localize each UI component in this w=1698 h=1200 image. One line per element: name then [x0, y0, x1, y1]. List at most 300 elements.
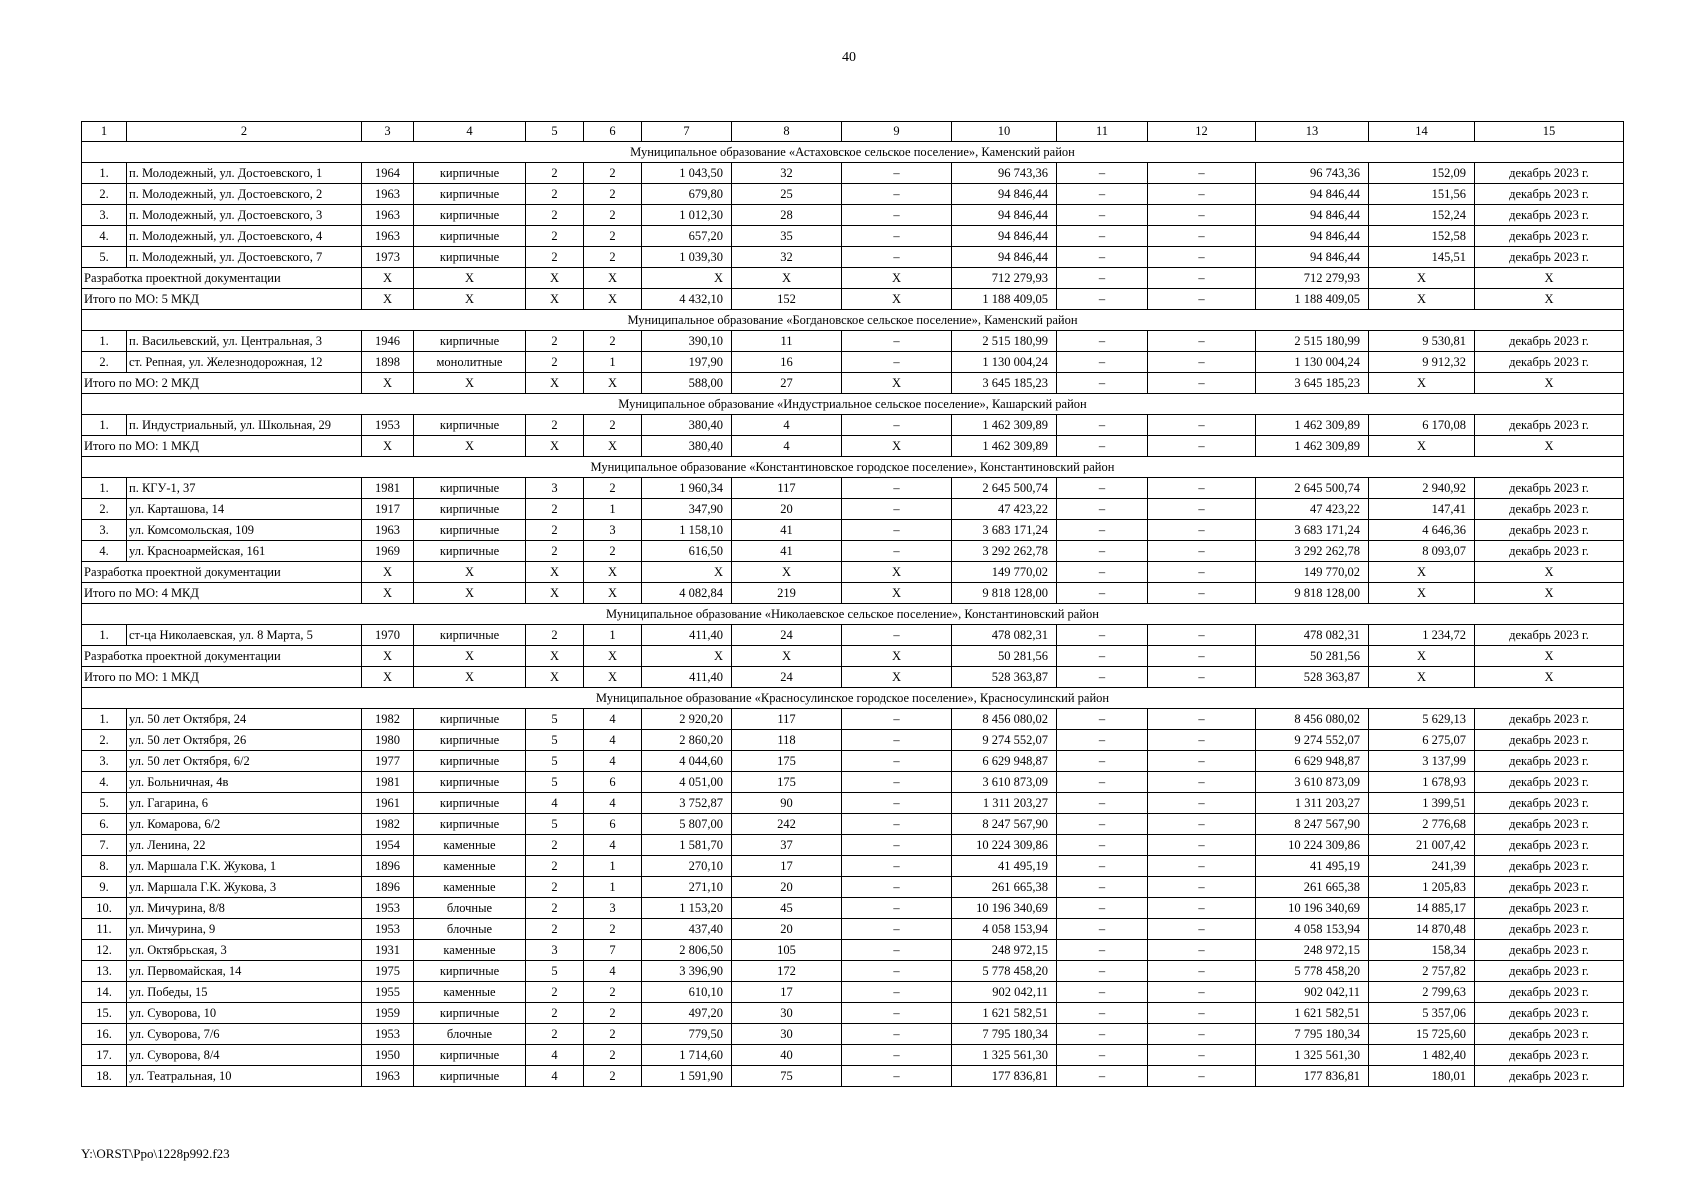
table-cell: 9 274 552,07	[1256, 730, 1369, 751]
table-cell: –	[842, 352, 952, 373]
table-cell: кирпичные	[414, 772, 526, 793]
table-cell: 242	[732, 814, 842, 835]
table-cell: –	[1148, 709, 1256, 730]
table-cell: 261 665,38	[952, 877, 1057, 898]
table-cell: 4	[584, 793, 642, 814]
table-cell: 15 725,60	[1369, 1024, 1475, 1045]
column-number-header: 6	[584, 122, 642, 142]
table-cell: 1 462 309,89	[1256, 415, 1369, 436]
summary-cell: 1 188 409,05	[1256, 289, 1369, 310]
summary-cell: –	[1057, 562, 1148, 583]
table-cell: 2.	[82, 499, 127, 520]
table-cell: –	[1057, 415, 1148, 436]
summary-cell: X	[584, 646, 642, 667]
summary-cell: X	[1475, 646, 1624, 667]
summary-cell: X	[1369, 268, 1475, 289]
table-cell: –	[1057, 835, 1148, 856]
summary-cell: X	[1369, 289, 1475, 310]
table-cell: 118	[732, 730, 842, 751]
table-cell: 1 311 203,27	[1256, 793, 1369, 814]
table-cell: 7.	[82, 835, 127, 856]
table-cell: –	[1057, 814, 1148, 835]
table-cell: 3 683 171,24	[1256, 520, 1369, 541]
table-cell: –	[1057, 856, 1148, 877]
table-cell: 32	[732, 247, 842, 268]
table-cell: –	[842, 709, 952, 730]
page-number: 40	[842, 50, 856, 65]
summary-cell: –	[1148, 436, 1256, 457]
table-cell: 1	[584, 856, 642, 877]
table-cell: –	[842, 835, 952, 856]
table-cell: декабрь 2023 г.	[1475, 499, 1624, 520]
table-cell: –	[842, 856, 952, 877]
table-cell: 1.	[82, 625, 127, 646]
summary-cell: X	[584, 268, 642, 289]
table-cell: 25	[732, 184, 842, 205]
table-cell: –	[1148, 1003, 1256, 1024]
table-cell: декабрь 2023 г.	[1475, 961, 1624, 982]
table-cell: 5	[526, 814, 584, 835]
summary-cell: X	[526, 373, 584, 394]
table-cell: 2	[526, 499, 584, 520]
table-row	[82, 184, 1624, 205]
table-cell: 1953	[362, 1024, 414, 1045]
summary-row	[82, 667, 1624, 688]
table-cell: 5.	[82, 247, 127, 268]
table-cell: 6	[584, 814, 642, 835]
table-row	[82, 1024, 1624, 1045]
table-cell: –	[1057, 1003, 1148, 1024]
table-cell: –	[1148, 940, 1256, 961]
table-cell: 8 456 080,02	[1256, 709, 1369, 730]
table-cell: 380,40	[642, 415, 732, 436]
table-cell: –	[1148, 247, 1256, 268]
table-row	[82, 730, 1624, 751]
table-cell: –	[1148, 205, 1256, 226]
summary-cell: X	[362, 562, 414, 583]
table-cell: 1 130 004,24	[1256, 352, 1369, 373]
table-row	[82, 793, 1624, 814]
table-cell: –	[1057, 499, 1148, 520]
table-cell: –	[842, 772, 952, 793]
table-cell: –	[842, 499, 952, 520]
table-cell: 6 275,07	[1369, 730, 1475, 751]
table-cell: 3	[526, 478, 584, 499]
table-cell: –	[1057, 772, 1148, 793]
table-cell: –	[1057, 751, 1148, 772]
table-cell: 4	[584, 751, 642, 772]
table-cell: –	[1148, 898, 1256, 919]
table-cell: 2	[584, 1003, 642, 1024]
summary-cell: X	[362, 436, 414, 457]
table-cell: кирпичные	[414, 751, 526, 772]
table-cell: 4 044,60	[642, 751, 732, 772]
table-cell: –	[842, 163, 952, 184]
summary-cell: –	[1148, 583, 1256, 604]
table-cell: 270,10	[642, 856, 732, 877]
table-cell: 1954	[362, 835, 414, 856]
summary-cell: X	[842, 268, 952, 289]
table-cell: декабрь 2023 г.	[1475, 919, 1624, 940]
address-cell: п. Молодежный, ул. Достоевского, 4	[127, 226, 362, 247]
table-cell: 10 224 309,86	[952, 835, 1057, 856]
table-cell: 5	[526, 709, 584, 730]
table-cell: 1982	[362, 814, 414, 835]
table-cell: 8 247 567,90	[952, 814, 1057, 835]
table-cell: 2 799,63	[1369, 982, 1475, 1003]
table-cell: 1.	[82, 415, 127, 436]
table-cell: 3.	[82, 520, 127, 541]
address-cell: ул. Больничная, 4в	[127, 772, 362, 793]
table-cell: декабрь 2023 г.	[1475, 331, 1624, 352]
table-cell: блочные	[414, 1024, 526, 1045]
table-cell: декабрь 2023 г.	[1475, 751, 1624, 772]
table-cell: 437,40	[642, 919, 732, 940]
address-cell: п. Молодежный, ул. Достоевского, 2	[127, 184, 362, 205]
table-cell: 96 743,36	[952, 163, 1057, 184]
table-cell: –	[1057, 1066, 1148, 1087]
table-cell: 3	[584, 898, 642, 919]
column-number-header: 2	[127, 122, 362, 142]
summary-row	[82, 268, 1624, 289]
table-cell: 151,56	[1369, 184, 1475, 205]
table-cell: декабрь 2023 г.	[1475, 793, 1624, 814]
table-cell: 2	[526, 520, 584, 541]
table-cell: 2	[584, 226, 642, 247]
table-cell: 3 292 262,78	[952, 541, 1057, 562]
table-cell: 3	[584, 520, 642, 541]
table-cell: –	[842, 919, 952, 940]
column-number-header: 7	[642, 122, 732, 142]
table-cell: кирпичные	[414, 520, 526, 541]
table-cell: 152,24	[1369, 205, 1475, 226]
table-cell: 11	[732, 331, 842, 352]
table-cell: 8.	[82, 856, 127, 877]
table-cell: каменные	[414, 940, 526, 961]
summary-cell: X	[362, 289, 414, 310]
table-cell: декабрь 2023 г.	[1475, 163, 1624, 184]
table-cell: 2	[584, 541, 642, 562]
address-cell: ул. Карташова, 14	[127, 499, 362, 520]
table-cell: 271,10	[642, 877, 732, 898]
table-cell: 14 885,17	[1369, 898, 1475, 919]
table-row	[82, 247, 1624, 268]
table-cell: декабрь 2023 г.	[1475, 205, 1624, 226]
section-title-row	[82, 310, 1624, 331]
table-row	[82, 877, 1624, 898]
column-number-header: 3	[362, 122, 414, 142]
summary-cell: X	[584, 667, 642, 688]
section-title-row	[82, 457, 1624, 478]
table-cell: 2	[584, 1024, 642, 1045]
table-cell: –	[842, 247, 952, 268]
summary-cell: X	[362, 583, 414, 604]
table-cell: 41	[732, 541, 842, 562]
table-cell: –	[1148, 919, 1256, 940]
summary-cell: 50 281,56	[1256, 646, 1369, 667]
table-cell: 657,20	[642, 226, 732, 247]
table-cell: 2 920,20	[642, 709, 732, 730]
table-cell: –	[1148, 541, 1256, 562]
table-cell: 2	[526, 1024, 584, 1045]
table-cell: –	[1057, 961, 1148, 982]
table-cell: 4.	[82, 772, 127, 793]
table-cell: 16	[732, 352, 842, 373]
address-cell: ул. Суворова, 8/4	[127, 1045, 362, 1066]
table-cell: 9.	[82, 877, 127, 898]
table-cell: 2	[584, 205, 642, 226]
table-cell: –	[1057, 1045, 1148, 1066]
summary-cell: 9 818 128,00	[952, 583, 1057, 604]
table-cell: –	[1057, 520, 1148, 541]
summary-cell: X	[526, 667, 584, 688]
column-number-header: 4	[414, 122, 526, 142]
table-row	[82, 1003, 1624, 1024]
table-cell: –	[1148, 814, 1256, 835]
address-cell: ул. 50 лет Октября, 26	[127, 730, 362, 751]
table-cell: –	[842, 625, 952, 646]
table-cell: 8 093,07	[1369, 541, 1475, 562]
table-cell: 1 325 561,30	[1256, 1045, 1369, 1066]
table-cell: 17	[732, 982, 842, 1003]
table-cell: –	[1148, 877, 1256, 898]
table-cell: 94 846,44	[952, 205, 1057, 226]
table-cell: декабрь 2023 г.	[1475, 520, 1624, 541]
table-row	[82, 520, 1624, 541]
section-title: Муниципальное образование «Константиновское городское поселение», Константиновский район	[82, 457, 1624, 478]
summary-label: Разработка проектной документации	[82, 646, 362, 667]
table-cell: 21 007,42	[1369, 835, 1475, 856]
table-cell: –	[1057, 352, 1148, 373]
table-cell: –	[1057, 478, 1148, 499]
table-cell: 1950	[362, 1045, 414, 1066]
table-cell: 32	[732, 163, 842, 184]
table-cell: 94 846,44	[1256, 205, 1369, 226]
table-cell: 152,09	[1369, 163, 1475, 184]
table-cell: 2	[584, 184, 642, 205]
summary-cell: X	[526, 289, 584, 310]
summary-cell: X	[842, 373, 952, 394]
table-cell: 41 495,19	[952, 856, 1057, 877]
table-cell: 779,50	[642, 1024, 732, 1045]
table-cell: 9 274 552,07	[952, 730, 1057, 751]
summary-cell: X	[1369, 436, 1475, 457]
table-cell: 4	[526, 793, 584, 814]
table-cell: декабрь 2023 г.	[1475, 415, 1624, 436]
column-number-header: 8	[732, 122, 842, 142]
table-cell: 1 581,70	[642, 835, 732, 856]
table-cell: декабрь 2023 г.	[1475, 940, 1624, 961]
table-cell: –	[842, 184, 952, 205]
table-row	[82, 1066, 1624, 1087]
table-cell: –	[1148, 331, 1256, 352]
summary-cell: X	[362, 373, 414, 394]
table-cell: 90	[732, 793, 842, 814]
table-cell: 4	[526, 1066, 584, 1087]
table-cell: 2 806,50	[642, 940, 732, 961]
table-cell: –	[1057, 940, 1148, 961]
table-cell: 94 846,44	[1256, 184, 1369, 205]
summary-row	[82, 436, 1624, 457]
summary-cell: X	[584, 436, 642, 457]
table-cell: декабрь 2023 г.	[1475, 1003, 1624, 1024]
table-cell: –	[842, 541, 952, 562]
table-cell: 4 058 153,94	[1256, 919, 1369, 940]
table-cell: 478 082,31	[1256, 625, 1369, 646]
table-cell: 1946	[362, 331, 414, 352]
table-cell: кирпичные	[414, 247, 526, 268]
table-cell: 4	[584, 709, 642, 730]
summary-cell: 50 281,56	[952, 646, 1057, 667]
table-cell: кирпичные	[414, 415, 526, 436]
table-cell: 1 043,50	[642, 163, 732, 184]
table-cell: 177 836,81	[1256, 1066, 1369, 1087]
table-cell: 1	[584, 352, 642, 373]
table-cell: 241,39	[1369, 856, 1475, 877]
table-cell: 4 646,36	[1369, 520, 1475, 541]
table-cell: 2	[584, 247, 642, 268]
table-cell: 3.	[82, 205, 127, 226]
summary-label: Итого по МО: 4 МКД	[82, 583, 362, 604]
summary-cell: 1 188 409,05	[952, 289, 1057, 310]
summary-cell: X	[414, 562, 526, 583]
table-cell: 41 495,19	[1256, 856, 1369, 877]
summary-cell: –	[1148, 373, 1256, 394]
table-cell: кирпичные	[414, 499, 526, 520]
table-cell: 3 610 873,09	[952, 772, 1057, 793]
table-cell: –	[842, 1045, 952, 1066]
address-cell: ул. Первомайская, 14	[127, 961, 362, 982]
table-cell: 1953	[362, 415, 414, 436]
table-cell: кирпичные	[414, 961, 526, 982]
table-cell: 28	[732, 205, 842, 226]
table-cell: –	[1148, 478, 1256, 499]
table-cell: 40	[732, 1045, 842, 1066]
table-cell: 4	[526, 1045, 584, 1066]
summary-cell: X	[414, 289, 526, 310]
section-title-row	[82, 688, 1624, 709]
table-row	[82, 940, 1624, 961]
table-cell: 2	[584, 163, 642, 184]
summary-cell: 152	[732, 289, 842, 310]
summary-cell: X	[842, 289, 952, 310]
table-row	[82, 352, 1624, 373]
table-cell: 1963	[362, 226, 414, 247]
summary-cell: X	[414, 373, 526, 394]
table-cell: 1	[584, 499, 642, 520]
table-cell: 2	[526, 331, 584, 352]
table-cell: 2	[526, 856, 584, 877]
address-cell: ул. 50 лет Октября, 24	[127, 709, 362, 730]
table-cell: 8 456 080,02	[952, 709, 1057, 730]
summary-cell: 712 279,93	[952, 268, 1057, 289]
summary-cell: 27	[732, 373, 842, 394]
column-numbers-row	[82, 122, 1624, 142]
table-cell: 2	[526, 163, 584, 184]
summary-cell: X	[842, 562, 952, 583]
table-cell: 197,90	[642, 352, 732, 373]
address-cell: ул. Маршала Г.К. Жукова, 1	[127, 856, 362, 877]
address-cell: ул. Красноармейская, 161	[127, 541, 362, 562]
summary-label: Разработка проектной документации	[82, 268, 362, 289]
table-cell: –	[1057, 730, 1148, 751]
table-cell: 2	[584, 1045, 642, 1066]
table-cell: 2.	[82, 352, 127, 373]
table-cell: 10 224 309,86	[1256, 835, 1369, 856]
table-cell: 15.	[82, 1003, 127, 1024]
section-title-row	[82, 394, 1624, 415]
table-cell: –	[842, 331, 952, 352]
table-cell: 2	[526, 919, 584, 940]
address-cell: ст-ца Николаевская, ул. 8 Марта, 5	[127, 625, 362, 646]
table-cell: 2	[526, 247, 584, 268]
table-row	[82, 541, 1624, 562]
table-cell: 47 423,22	[1256, 499, 1369, 520]
table-cell: 1 039,30	[642, 247, 732, 268]
address-cell: ул. Гагарина, 6	[127, 793, 362, 814]
summary-cell: X	[414, 268, 526, 289]
summary-cell: 3 645 185,23	[952, 373, 1057, 394]
table-row	[82, 961, 1624, 982]
section-title: Муниципальное образование «Красносулинское городское поселение», Красносулинский район	[82, 688, 1624, 709]
table-cell: 4	[584, 730, 642, 751]
table-cell: 152,58	[1369, 226, 1475, 247]
table-cell: 1 130 004,24	[952, 352, 1057, 373]
table-cell: 1982	[362, 709, 414, 730]
table-cell: –	[842, 226, 952, 247]
section-title: Муниципальное образование «Богдановское сельское поселение», Каменский район	[82, 310, 1624, 331]
summary-cell: X	[1475, 436, 1624, 457]
table-row	[82, 898, 1624, 919]
table-cell: 2 757,82	[1369, 961, 1475, 982]
table-cell: 1 482,40	[1369, 1045, 1475, 1066]
summary-label: Разработка проектной документации	[82, 562, 362, 583]
table-cell: –	[1057, 247, 1148, 268]
summary-cell: X	[1475, 583, 1624, 604]
table-cell: декабрь 2023 г.	[1475, 226, 1624, 247]
table-cell: каменные	[414, 982, 526, 1003]
table-row	[82, 835, 1624, 856]
table-cell: 147,41	[1369, 499, 1475, 520]
table-cell: декабрь 2023 г.	[1475, 709, 1624, 730]
table-cell: 1955	[362, 982, 414, 1003]
table-row	[82, 814, 1624, 835]
summary-cell: –	[1148, 289, 1256, 310]
table-cell: 1 158,10	[642, 520, 732, 541]
table-cell: –	[842, 1024, 952, 1045]
table-cell: 7	[584, 940, 642, 961]
table-cell: 1963	[362, 184, 414, 205]
table-cell: 2	[526, 226, 584, 247]
table-cell: 1 012,30	[642, 205, 732, 226]
summary-cell: X	[642, 646, 732, 667]
table-cell: 3 752,87	[642, 793, 732, 814]
table-cell: 2	[526, 541, 584, 562]
table-cell: каменные	[414, 877, 526, 898]
summary-cell: X	[584, 583, 642, 604]
summary-cell: –	[1057, 583, 1148, 604]
table-cell: 14 870,48	[1369, 919, 1475, 940]
summary-cell: X	[526, 646, 584, 667]
table-cell: 1896	[362, 856, 414, 877]
table-cell: 117	[732, 709, 842, 730]
address-cell: ул. Маршала Г.К. Жукова, 3	[127, 877, 362, 898]
summary-cell: X	[414, 583, 526, 604]
table-cell: декабрь 2023 г.	[1475, 625, 1624, 646]
table-cell: 2 515 180,99	[952, 331, 1057, 352]
table-cell: 1964	[362, 163, 414, 184]
table-row	[82, 499, 1624, 520]
